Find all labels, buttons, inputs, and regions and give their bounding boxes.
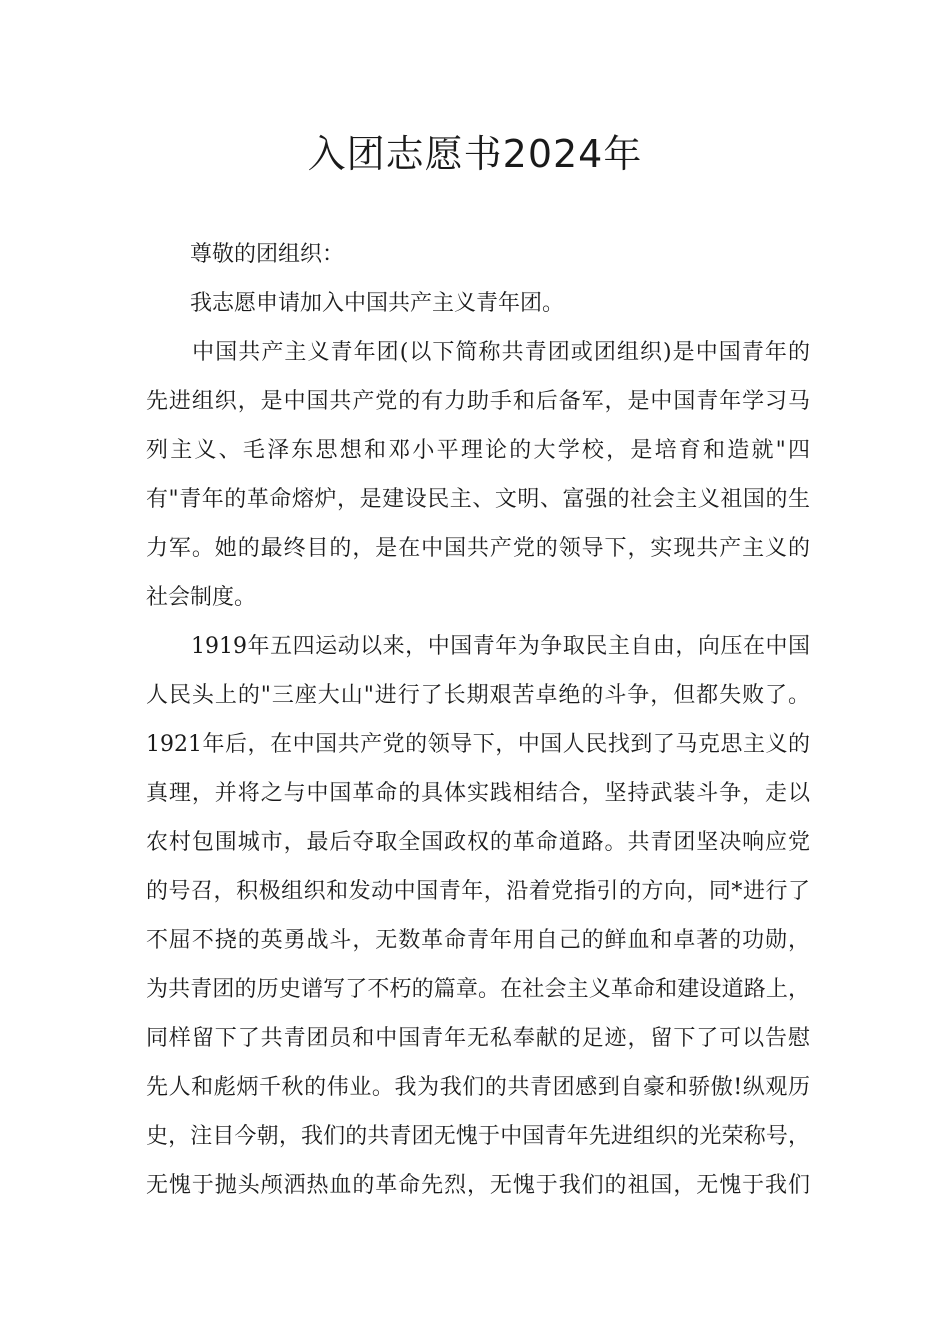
text-line: 1921年后，在中国共产党的领导下，中国人民找到了马克思主义的 bbox=[146, 732, 810, 757]
text-line: 史，注目今朝，我们的共青团无愧于中国青年先进组织的光荣称号， bbox=[146, 1124, 810, 1149]
document-title: 入团志愿书2024年 bbox=[307, 132, 643, 176]
text-line: 人民头上的"三座大山"进行了长期艰苦卓绝的斗争，但都失败了。 bbox=[146, 683, 810, 708]
document-body bbox=[146, 230, 810, 1210]
text-line: 有"青年的革命熔炉，是建设民主、文明、富强的社会主义祖国的生 bbox=[146, 487, 810, 512]
text-line: 尊敬的团组织： bbox=[146, 242, 345, 267]
text-line: 中国共产主义青年团(以下简称共青团或团组织)是中国青年的 bbox=[146, 340, 810, 365]
text-line: 力军。她的最终目的，是在中国共产党的领导下，实现共产主义的 bbox=[146, 536, 810, 561]
text-line: 同样留下了共青团员和中国青年无私奉献的足迹，留下了可以告慰 bbox=[146, 1026, 810, 1051]
text-line: 社会制度。 bbox=[146, 585, 257, 610]
text-line: 1919年五四运动以来，中国青年为争取民主自由，向压在中国 bbox=[146, 634, 810, 659]
text-line: 不屈不挠的英勇战斗，无数革命青年用自己的鲜血和卓著的功勋， bbox=[146, 928, 810, 953]
paragraph-introduction bbox=[146, 328, 810, 622]
text-line: 先进组织，是中国共产党的有力助手和后备军，是中国青年学习马 bbox=[146, 389, 810, 414]
text-line: 农村包围城市，最后夺取全国政权的革命道路。共青团坚决响应党 bbox=[146, 830, 810, 855]
text-line: 先人和彪炳千秋的伟业。我为我们的共青团感到自豪和骄傲!纵观历 bbox=[146, 1075, 810, 1100]
text-line: 为共青团的历史谱写了不朽的篇章。在社会主义革命和建设道路上， bbox=[146, 977, 810, 1002]
text-line: 无愧于抛头颅洒热血的革命先烈，无愧于我们的祖国，无愧于我们 bbox=[146, 1173, 810, 1198]
paragraph-statement bbox=[146, 279, 810, 328]
paragraph-salutation bbox=[146, 230, 810, 279]
text-line: 真理，并将之与中国革命的具体实践相结合，坚持武装斗争，走以 bbox=[146, 781, 810, 806]
text-line: 列主义、毛泽东思想和邓小平理论的大学校，是培育和造就"四 bbox=[146, 438, 810, 463]
text-line: 的号召，积极组织和发动中国青年，沿着党指引的方向，同*进行了 bbox=[146, 879, 810, 904]
paragraph-history bbox=[146, 622, 810, 1210]
text-line: 我志愿申请加入中国共产主义青年团。 bbox=[146, 291, 565, 316]
